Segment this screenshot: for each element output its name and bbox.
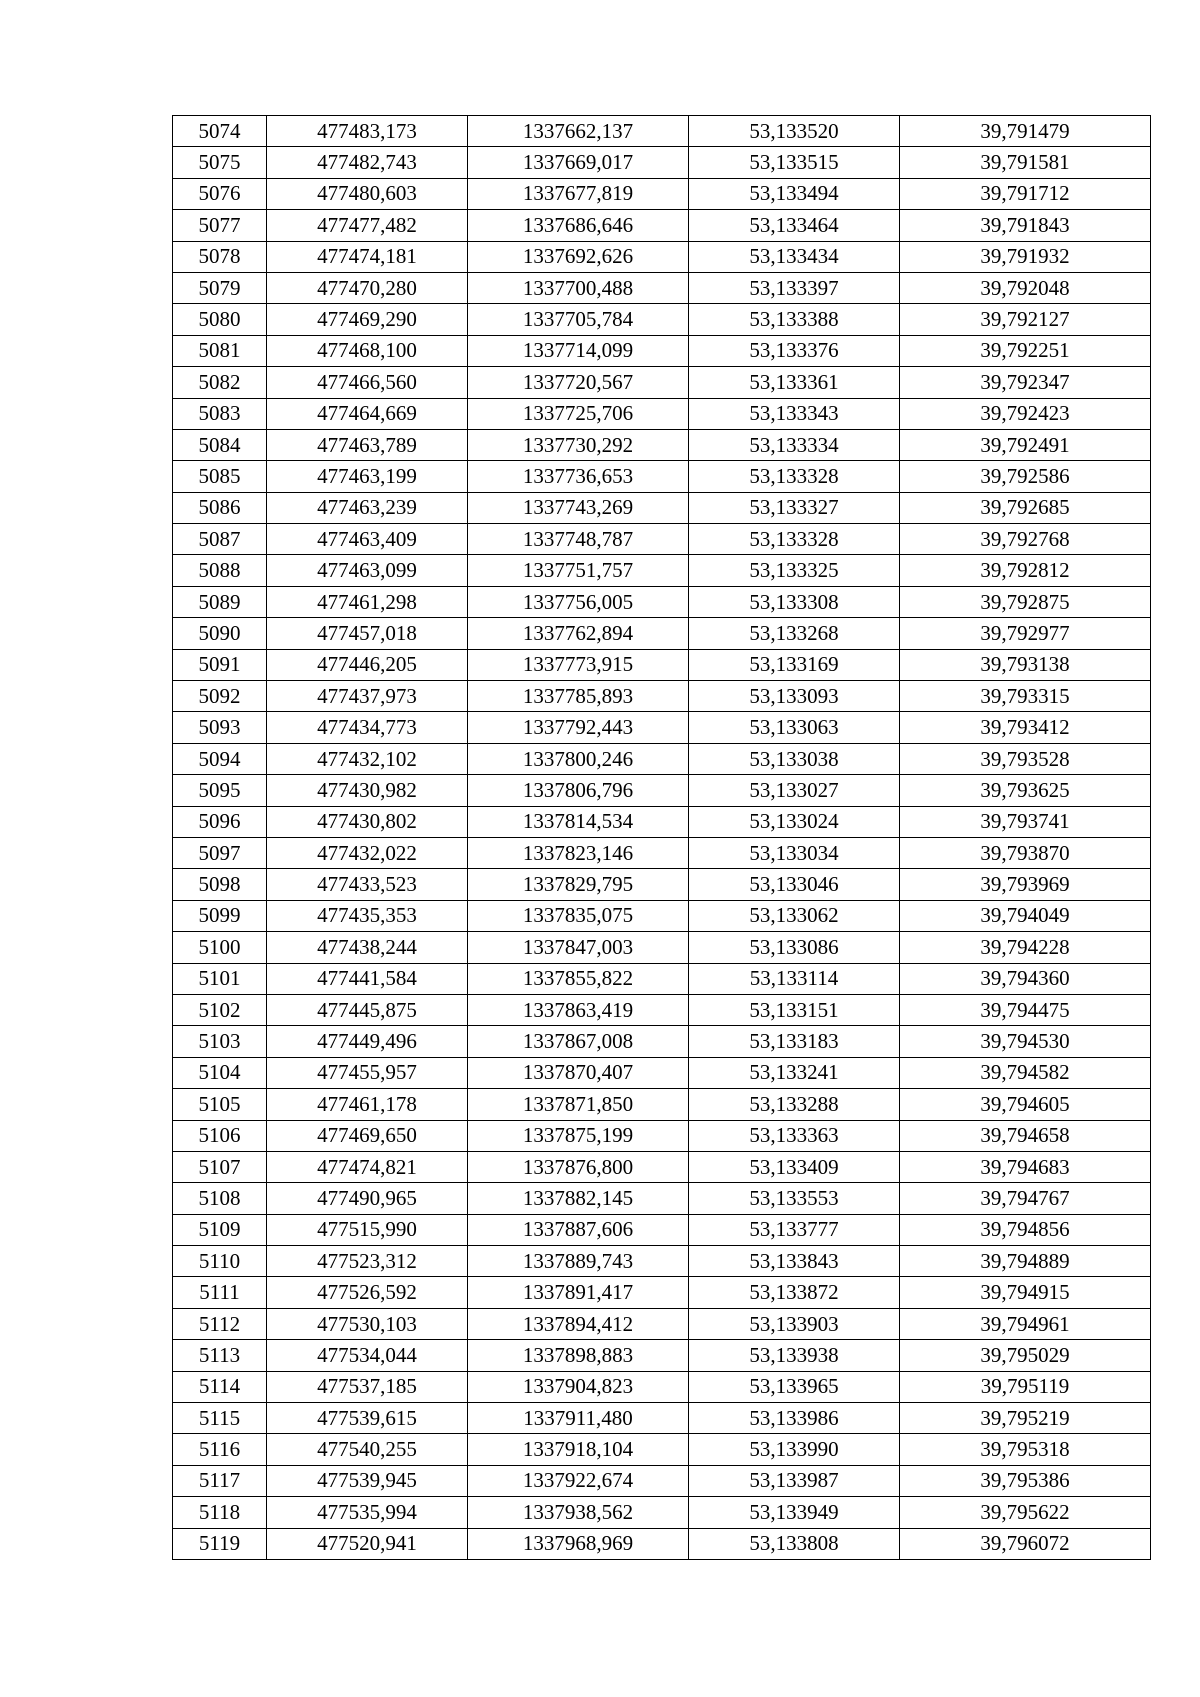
latitude-cell: 53,133987 <box>689 1465 900 1496</box>
point-number-cell: 5098 <box>173 869 267 900</box>
latitude-cell: 53,133151 <box>689 994 900 1025</box>
latitude-cell: 53,133114 <box>689 963 900 994</box>
x-coordinate-cell: 477520,941 <box>267 1528 468 1559</box>
x-coordinate-cell: 477461,178 <box>267 1089 468 1120</box>
y-coordinate-cell: 1337714,099 <box>468 335 689 366</box>
longitude-cell: 39,792048 <box>900 272 1151 303</box>
longitude-cell: 39,792586 <box>900 461 1151 492</box>
point-number-cell: 5087 <box>173 524 267 555</box>
longitude-cell: 39,794658 <box>900 1120 1151 1151</box>
x-coordinate-cell: 477477,482 <box>267 210 468 241</box>
table-row <box>173 1214 1151 1245</box>
y-coordinate-cell: 1337700,488 <box>468 272 689 303</box>
point-number-cell: 5099 <box>173 900 267 931</box>
table-row <box>173 1277 1151 1308</box>
table-row <box>173 1183 1151 1214</box>
point-number-cell: 5082 <box>173 367 267 398</box>
longitude-cell: 39,794530 <box>900 1026 1151 1057</box>
y-coordinate-cell: 1337855,822 <box>468 963 689 994</box>
x-coordinate-cell: 477474,821 <box>267 1151 468 1182</box>
longitude-cell: 39,795318 <box>900 1434 1151 1465</box>
y-coordinate-cell: 1337867,008 <box>468 1026 689 1057</box>
longitude-cell: 39,795386 <box>900 1465 1151 1496</box>
longitude-cell: 39,795119 <box>900 1371 1151 1402</box>
point-number-cell: 5116 <box>173 1434 267 1465</box>
y-coordinate-cell: 1337686,646 <box>468 210 689 241</box>
x-coordinate-cell: 477466,560 <box>267 367 468 398</box>
table-row <box>173 649 1151 680</box>
x-coordinate-cell: 477515,990 <box>267 1214 468 1245</box>
x-coordinate-cell: 477430,982 <box>267 775 468 806</box>
y-coordinate-cell: 1337823,146 <box>468 837 689 868</box>
x-coordinate-cell: 477446,205 <box>267 649 468 680</box>
point-number-cell: 5092 <box>173 681 267 712</box>
longitude-cell: 39,792812 <box>900 555 1151 586</box>
x-coordinate-cell: 477482,743 <box>267 147 468 178</box>
y-coordinate-cell: 1337743,269 <box>468 492 689 523</box>
table-row <box>173 712 1151 743</box>
latitude-cell: 53,133388 <box>689 304 900 335</box>
point-number-cell: 5079 <box>173 272 267 303</box>
longitude-cell: 39,794049 <box>900 900 1151 931</box>
point-number-cell: 5088 <box>173 555 267 586</box>
point-number-cell: 5083 <box>173 398 267 429</box>
x-coordinate-cell: 477449,496 <box>267 1026 468 1057</box>
table-row <box>173 900 1151 931</box>
point-number-cell: 5095 <box>173 775 267 806</box>
x-coordinate-cell: 477537,185 <box>267 1371 468 1402</box>
table-row <box>173 932 1151 963</box>
latitude-cell: 53,133872 <box>689 1277 900 1308</box>
latitude-cell: 53,133325 <box>689 555 900 586</box>
x-coordinate-cell: 477434,773 <box>267 712 468 743</box>
longitude-cell: 39,794961 <box>900 1308 1151 1339</box>
point-number-cell: 5107 <box>173 1151 267 1182</box>
y-coordinate-cell: 1337871,850 <box>468 1089 689 1120</box>
table-row <box>173 775 1151 806</box>
point-number-cell: 5101 <box>173 963 267 994</box>
latitude-cell: 53,133063 <box>689 712 900 743</box>
latitude-cell: 53,133361 <box>689 367 900 398</box>
y-coordinate-cell: 1337677,819 <box>468 178 689 209</box>
latitude-cell: 53,133027 <box>689 775 900 806</box>
y-coordinate-cell: 1337882,145 <box>468 1183 689 1214</box>
latitude-cell: 53,133949 <box>689 1497 900 1528</box>
longitude-cell: 39,793741 <box>900 806 1151 837</box>
table-row <box>173 1340 1151 1371</box>
table-row <box>173 461 1151 492</box>
y-coordinate-cell: 1337863,419 <box>468 994 689 1025</box>
y-coordinate-cell: 1337875,199 <box>468 1120 689 1151</box>
x-coordinate-cell: 477433,523 <box>267 869 468 900</box>
table-row <box>173 241 1151 272</box>
latitude-cell: 53,133990 <box>689 1434 900 1465</box>
x-coordinate-cell: 477539,615 <box>267 1403 468 1434</box>
point-number-cell: 5086 <box>173 492 267 523</box>
table-row <box>173 304 1151 335</box>
longitude-cell: 39,796072 <box>900 1528 1151 1559</box>
x-coordinate-cell: 477468,100 <box>267 335 468 366</box>
table-row <box>173 586 1151 617</box>
longitude-cell: 39,793412 <box>900 712 1151 743</box>
table-row <box>173 963 1151 994</box>
longitude-cell: 39,793870 <box>900 837 1151 868</box>
longitude-cell: 39,795029 <box>900 1340 1151 1371</box>
y-coordinate-cell: 1337748,787 <box>468 524 689 555</box>
y-coordinate-cell: 1337876,800 <box>468 1151 689 1182</box>
x-coordinate-cell: 477455,957 <box>267 1057 468 1088</box>
point-number-cell: 5106 <box>173 1120 267 1151</box>
table-row <box>173 1089 1151 1120</box>
longitude-cell: 39,794228 <box>900 932 1151 963</box>
table-row <box>173 837 1151 868</box>
point-number-cell: 5119 <box>173 1528 267 1559</box>
table-row <box>173 994 1151 1025</box>
latitude-cell: 53,133553 <box>689 1183 900 1214</box>
point-number-cell: 5090 <box>173 618 267 649</box>
latitude-cell: 53,133268 <box>689 618 900 649</box>
longitude-cell: 39,793625 <box>900 775 1151 806</box>
x-coordinate-cell: 477437,973 <box>267 681 468 712</box>
longitude-cell: 39,794856 <box>900 1214 1151 1245</box>
x-coordinate-cell: 477432,022 <box>267 837 468 868</box>
y-coordinate-cell: 1337968,969 <box>468 1528 689 1559</box>
x-coordinate-cell: 477457,018 <box>267 618 468 649</box>
table-row <box>173 1246 1151 1277</box>
y-coordinate-cell: 1337720,567 <box>468 367 689 398</box>
latitude-cell: 53,133241 <box>689 1057 900 1088</box>
y-coordinate-cell: 1337806,796 <box>468 775 689 806</box>
point-number-cell: 5085 <box>173 461 267 492</box>
latitude-cell: 53,133024 <box>689 806 900 837</box>
latitude-cell: 53,133363 <box>689 1120 900 1151</box>
y-coordinate-cell: 1337922,674 <box>468 1465 689 1496</box>
x-coordinate-cell: 477441,584 <box>267 963 468 994</box>
y-coordinate-cell: 1337762,894 <box>468 618 689 649</box>
x-coordinate-cell: 477432,102 <box>267 743 468 774</box>
table-row <box>173 555 1151 586</box>
x-coordinate-cell: 477480,603 <box>267 178 468 209</box>
latitude-cell: 53,133343 <box>689 398 900 429</box>
table-row <box>173 743 1151 774</box>
longitude-cell: 39,792251 <box>900 335 1151 366</box>
table-row <box>173 1308 1151 1339</box>
table-row <box>173 618 1151 649</box>
point-number-cell: 5102 <box>173 994 267 1025</box>
longitude-cell: 39,794605 <box>900 1089 1151 1120</box>
point-number-cell: 5112 <box>173 1308 267 1339</box>
y-coordinate-cell: 1337730,292 <box>468 429 689 460</box>
latitude-cell: 53,133334 <box>689 429 900 460</box>
y-coordinate-cell: 1337725,706 <box>468 398 689 429</box>
x-coordinate-cell: 477463,789 <box>267 429 468 460</box>
table-row <box>173 492 1151 523</box>
point-number-cell: 5110 <box>173 1246 267 1277</box>
longitude-cell: 39,793138 <box>900 649 1151 680</box>
y-coordinate-cell: 1337792,443 <box>468 712 689 743</box>
point-number-cell: 5089 <box>173 586 267 617</box>
y-coordinate-cell: 1337773,915 <box>468 649 689 680</box>
latitude-cell: 53,133038 <box>689 743 900 774</box>
coordinate-table <box>172 115 1151 1560</box>
x-coordinate-cell: 477539,945 <box>267 1465 468 1496</box>
y-coordinate-cell: 1337829,795 <box>468 869 689 900</box>
y-coordinate-cell: 1337692,626 <box>468 241 689 272</box>
point-number-cell: 5113 <box>173 1340 267 1371</box>
y-coordinate-cell: 1337938,562 <box>468 1497 689 1528</box>
point-number-cell: 5111 <box>173 1277 267 1308</box>
table-row <box>173 178 1151 209</box>
table-row <box>173 1497 1151 1528</box>
y-coordinate-cell: 1337814,534 <box>468 806 689 837</box>
x-coordinate-cell: 477526,592 <box>267 1277 468 1308</box>
point-number-cell: 5078 <box>173 241 267 272</box>
latitude-cell: 53,133093 <box>689 681 900 712</box>
longitude-cell: 39,793528 <box>900 743 1151 774</box>
x-coordinate-cell: 477438,244 <box>267 932 468 963</box>
table-row <box>173 398 1151 429</box>
table-row <box>173 1528 1151 1559</box>
latitude-cell: 53,133494 <box>689 178 900 209</box>
longitude-cell: 39,794767 <box>900 1183 1151 1214</box>
y-coordinate-cell: 1337889,743 <box>468 1246 689 1277</box>
point-number-cell: 5105 <box>173 1089 267 1120</box>
table-row <box>173 1120 1151 1151</box>
y-coordinate-cell: 1337870,407 <box>468 1057 689 1088</box>
x-coordinate-cell: 477430,802 <box>267 806 468 837</box>
x-coordinate-cell: 477463,099 <box>267 555 468 586</box>
x-coordinate-cell: 477470,280 <box>267 272 468 303</box>
point-number-cell: 5109 <box>173 1214 267 1245</box>
y-coordinate-cell: 1337894,412 <box>468 1308 689 1339</box>
latitude-cell: 53,133376 <box>689 335 900 366</box>
longitude-cell: 39,791843 <box>900 210 1151 241</box>
point-number-cell: 5097 <box>173 837 267 868</box>
point-number-cell: 5091 <box>173 649 267 680</box>
longitude-cell: 39,792347 <box>900 367 1151 398</box>
longitude-cell: 39,791479 <box>900 116 1151 147</box>
table-row <box>173 524 1151 555</box>
y-coordinate-cell: 1337904,823 <box>468 1371 689 1402</box>
y-coordinate-cell: 1337891,417 <box>468 1277 689 1308</box>
table-row <box>173 1057 1151 1088</box>
latitude-cell: 53,133808 <box>689 1528 900 1559</box>
point-number-cell: 5081 <box>173 335 267 366</box>
x-coordinate-cell: 477523,312 <box>267 1246 468 1277</box>
longitude-cell: 39,794360 <box>900 963 1151 994</box>
x-coordinate-cell: 477469,290 <box>267 304 468 335</box>
latitude-cell: 53,133464 <box>689 210 900 241</box>
point-number-cell: 5104 <box>173 1057 267 1088</box>
latitude-cell: 53,133397 <box>689 272 900 303</box>
y-coordinate-cell: 1337800,246 <box>468 743 689 774</box>
table-row <box>173 681 1151 712</box>
longitude-cell: 39,794475 <box>900 994 1151 1025</box>
y-coordinate-cell: 1337918,104 <box>468 1434 689 1465</box>
longitude-cell: 39,795219 <box>900 1403 1151 1434</box>
point-number-cell: 5077 <box>173 210 267 241</box>
longitude-cell: 39,792491 <box>900 429 1151 460</box>
latitude-cell: 53,133777 <box>689 1214 900 1245</box>
latitude-cell: 53,133965 <box>689 1371 900 1402</box>
point-number-cell: 5094 <box>173 743 267 774</box>
latitude-cell: 53,133086 <box>689 932 900 963</box>
table-row <box>173 1465 1151 1496</box>
longitude-cell: 39,792685 <box>900 492 1151 523</box>
longitude-cell: 39,791581 <box>900 147 1151 178</box>
table-row <box>173 367 1151 398</box>
latitude-cell: 53,133520 <box>689 116 900 147</box>
latitude-cell: 53,133327 <box>689 492 900 523</box>
point-number-cell: 5080 <box>173 304 267 335</box>
y-coordinate-cell: 1337911,480 <box>468 1403 689 1434</box>
table-row <box>173 210 1151 241</box>
table-row <box>173 1151 1151 1182</box>
x-coordinate-cell: 477445,875 <box>267 994 468 1025</box>
longitude-cell: 39,793315 <box>900 681 1151 712</box>
point-number-cell: 5075 <box>173 147 267 178</box>
longitude-cell: 39,794683 <box>900 1151 1151 1182</box>
point-number-cell: 5108 <box>173 1183 267 1214</box>
latitude-cell: 53,133843 <box>689 1246 900 1277</box>
latitude-cell: 53,133515 <box>689 147 900 178</box>
x-coordinate-cell: 477490,965 <box>267 1183 468 1214</box>
y-coordinate-cell: 1337898,883 <box>468 1340 689 1371</box>
y-coordinate-cell: 1337736,653 <box>468 461 689 492</box>
longitude-cell: 39,794915 <box>900 1277 1151 1308</box>
longitude-cell: 39,792875 <box>900 586 1151 617</box>
y-coordinate-cell: 1337751,757 <box>468 555 689 586</box>
longitude-cell: 39,792977 <box>900 618 1151 649</box>
x-coordinate-cell: 477483,173 <box>267 116 468 147</box>
longitude-cell: 39,794582 <box>900 1057 1151 1088</box>
table-row <box>173 429 1151 460</box>
x-coordinate-cell: 477540,255 <box>267 1434 468 1465</box>
table-row <box>173 116 1151 147</box>
latitude-cell: 53,133409 <box>689 1151 900 1182</box>
x-coordinate-cell: 477463,199 <box>267 461 468 492</box>
latitude-cell: 53,133328 <box>689 524 900 555</box>
latitude-cell: 53,133046 <box>689 869 900 900</box>
latitude-cell: 53,133169 <box>689 649 900 680</box>
y-coordinate-cell: 1337785,893 <box>468 681 689 712</box>
point-number-cell: 5115 <box>173 1403 267 1434</box>
table-row <box>173 147 1151 178</box>
point-number-cell: 5093 <box>173 712 267 743</box>
latitude-cell: 53,133034 <box>689 837 900 868</box>
latitude-cell: 53,133183 <box>689 1026 900 1057</box>
x-coordinate-cell: 477469,650 <box>267 1120 468 1151</box>
latitude-cell: 53,133986 <box>689 1403 900 1434</box>
point-number-cell: 5096 <box>173 806 267 837</box>
x-coordinate-cell: 477535,994 <box>267 1497 468 1528</box>
longitude-cell: 39,792423 <box>900 398 1151 429</box>
y-coordinate-cell: 1337705,784 <box>468 304 689 335</box>
latitude-cell: 53,133062 <box>689 900 900 931</box>
table-row <box>173 1403 1151 1434</box>
point-number-cell: 5100 <box>173 932 267 963</box>
table-row <box>173 272 1151 303</box>
longitude-cell: 39,791712 <box>900 178 1151 209</box>
x-coordinate-cell: 477464,669 <box>267 398 468 429</box>
point-number-cell: 5084 <box>173 429 267 460</box>
point-number-cell: 5118 <box>173 1497 267 1528</box>
point-number-cell: 5103 <box>173 1026 267 1057</box>
x-coordinate-cell: 477534,044 <box>267 1340 468 1371</box>
longitude-cell: 39,792127 <box>900 304 1151 335</box>
point-number-cell: 5076 <box>173 178 267 209</box>
point-number-cell: 5117 <box>173 1465 267 1496</box>
latitude-cell: 53,133903 <box>689 1308 900 1339</box>
point-number-cell: 5114 <box>173 1371 267 1402</box>
latitude-cell: 53,133288 <box>689 1089 900 1120</box>
x-coordinate-cell: 477463,409 <box>267 524 468 555</box>
table-row <box>173 335 1151 366</box>
point-number-cell: 5074 <box>173 116 267 147</box>
latitude-cell: 53,133308 <box>689 586 900 617</box>
y-coordinate-cell: 1337662,137 <box>468 116 689 147</box>
y-coordinate-cell: 1337669,017 <box>468 147 689 178</box>
longitude-cell: 39,793969 <box>900 869 1151 900</box>
latitude-cell: 53,133434 <box>689 241 900 272</box>
table-row <box>173 869 1151 900</box>
y-coordinate-cell: 1337835,075 <box>468 900 689 931</box>
x-coordinate-cell: 477474,181 <box>267 241 468 272</box>
coordinate-table-body <box>173 116 1151 1560</box>
longitude-cell: 39,795622 <box>900 1497 1151 1528</box>
x-coordinate-cell: 477435,353 <box>267 900 468 931</box>
table-row <box>173 806 1151 837</box>
latitude-cell: 53,133938 <box>689 1340 900 1371</box>
x-coordinate-cell: 477463,239 <box>267 492 468 523</box>
longitude-cell: 39,791932 <box>900 241 1151 272</box>
table-row <box>173 1434 1151 1465</box>
longitude-cell: 39,794889 <box>900 1246 1151 1277</box>
longitude-cell: 39,792768 <box>900 524 1151 555</box>
latitude-cell: 53,133328 <box>689 461 900 492</box>
table-row <box>173 1371 1151 1402</box>
table-row <box>173 1026 1151 1057</box>
x-coordinate-cell: 477461,298 <box>267 586 468 617</box>
y-coordinate-cell: 1337847,003 <box>468 932 689 963</box>
y-coordinate-cell: 1337887,606 <box>468 1214 689 1245</box>
x-coordinate-cell: 477530,103 <box>267 1308 468 1339</box>
y-coordinate-cell: 1337756,005 <box>468 586 689 617</box>
